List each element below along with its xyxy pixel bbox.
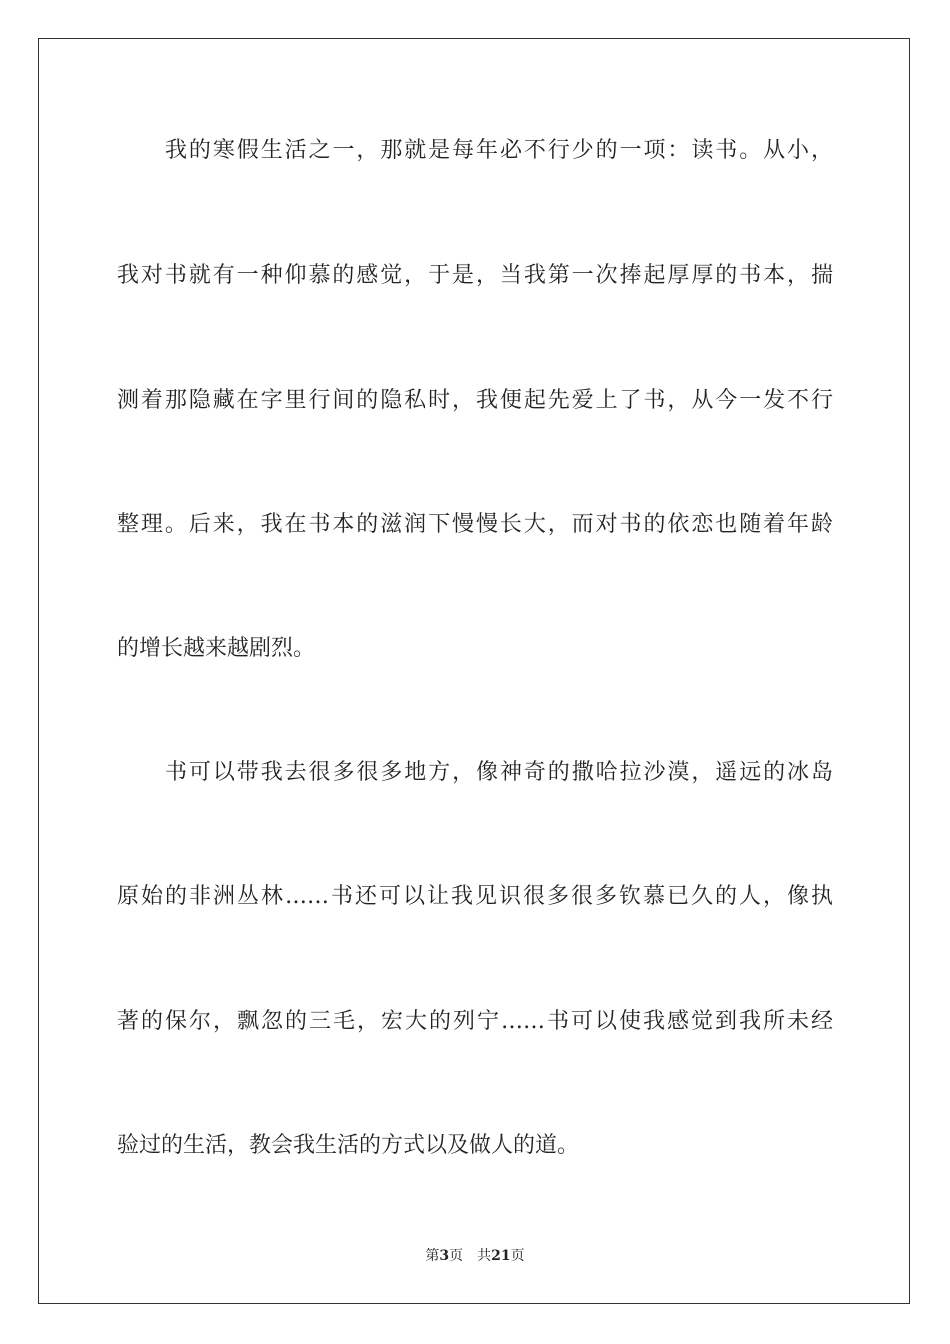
paragraph-1-line-3: 测着那隐藏在字里行间的隐私时，我便起先爱上了书，从今一发不行 <box>117 388 833 413</box>
paragraph-1-line-4: 整理。后来，我在书本的滋润下慢慢长大，而对书的依恋也随着年龄 <box>117 512 833 537</box>
page-footer <box>0 1245 950 1265</box>
total-prefix: 共 <box>477 1248 492 1264</box>
paragraph-1-line-5: 的增长越来越剧烈。 <box>117 636 316 661</box>
page-number: 3 <box>439 1248 450 1264</box>
paragraph-2-line-3: 著的保尔，飘忽的三毛，宏大的列宁……书可以使我感觉到我所未经 <box>117 1009 833 1034</box>
page-border <box>38 38 910 1304</box>
paragraph-1-line-2: 我对书就有一种仰慕的感觉，于是，当我第一次捧起厚厚的书本，揣 <box>117 263 833 288</box>
total-suffix: 页 <box>510 1248 525 1264</box>
total-pages: 21 <box>491 1248 511 1264</box>
paragraph-2-line-4: 验过的生活，教会我生活的方式以及做人的道。 <box>117 1133 580 1158</box>
paragraph-2-line-1: 书可以带我去很多很多地方，像神奇的撒哈拉沙漠，遥远的冰岛 <box>165 760 833 785</box>
paragraph-2-line-2: 原始的非洲丛林……书还可以让我见识很多很多钦慕已久的人，像执 <box>117 884 833 909</box>
paragraph-1-line-1: 我的寒假生活之一，那就是每年必不行少的一项：读书。从小， <box>165 138 833 163</box>
page-suffix: 页 <box>449 1248 464 1264</box>
page-prefix: 第 <box>425 1248 440 1264</box>
